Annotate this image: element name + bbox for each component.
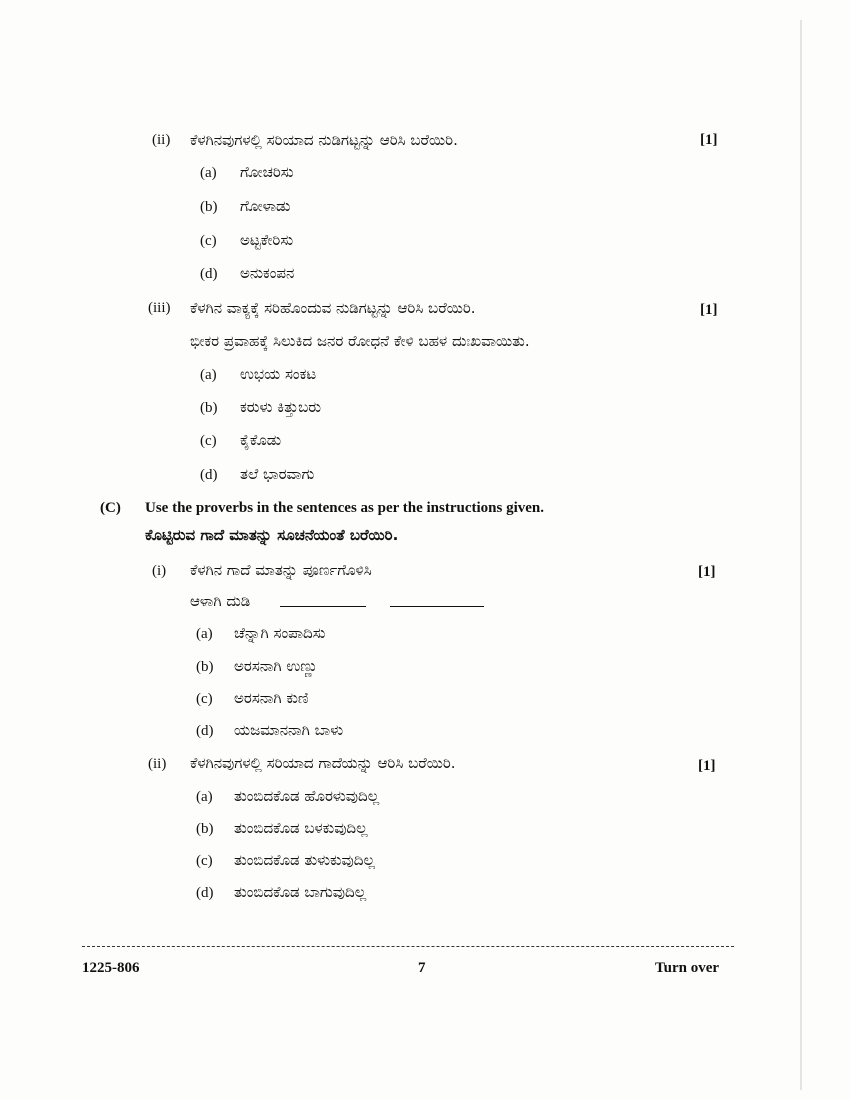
option-label: (a) xyxy=(200,165,217,181)
marks-label: [1] xyxy=(700,302,718,318)
turn-over-label: Turn over xyxy=(655,960,720,976)
option-label: (b) xyxy=(196,659,214,675)
question-prompt: ಕೆಳಗಿನ ವಾಕ್ಯಕ್ಕೆ ಸರಿಹೊಂದುವ ನುಡಿಗಟ್ಟನ್ನು ಆರಿಸಿ ಬರೆಯಿರಿ. xyxy=(190,299,476,317)
option-label: (c) xyxy=(200,433,217,449)
proverb-stem xyxy=(190,592,250,610)
marks-label: [1] xyxy=(698,758,716,774)
footer-divider xyxy=(82,946,734,947)
option-text: ತಲೆ ಭಾರವಾಗು xyxy=(240,465,315,483)
option-label: (b) xyxy=(200,400,218,416)
question-number: (ii) xyxy=(152,132,171,148)
option-label: (b) xyxy=(200,199,218,215)
marks-label: [1] xyxy=(700,132,718,148)
option-label: (a) xyxy=(200,367,217,383)
question-prompt: ಕೆಳಗಿನವುಗಳಲ್ಲಿ ಸರಿಯಾದ ಗಾದೆಯನ್ನು ಆರಿಸಿ ಬರೆಯಿರಿ. xyxy=(190,754,456,772)
marks-label: [1] xyxy=(698,564,716,580)
question-prompt: ಕೆಳಗಿನ ಗಾದೆ ಮಾತನ್ನು ಪೂರ್ಣಗೊಳಿಸಿ xyxy=(190,561,372,579)
answer-blank[interactable] xyxy=(390,592,484,612)
option-text: ತುಂಬಿದಕೊಡ ತುಳುಕುವುದಿಲ್ಲ xyxy=(234,851,375,869)
option-label: (b) xyxy=(196,821,214,837)
option-text: ಕೈಕೊಡು xyxy=(240,431,282,449)
option-text: ಗೋಳಾಡು xyxy=(240,197,291,215)
question-sentence: ಭೀಕರ ಪ್ರವಾಹಕ್ಕೆ ಸಿಲುಕಿದ ಜನರ ರೋಧನೆ ಕೇಳಿ ಬಹಳ ದುಃಖವಾಯಿತು. xyxy=(190,332,530,350)
question-number: (ii) xyxy=(148,756,167,772)
option-label: (a) xyxy=(196,626,213,642)
option-text: ಅರಸನಾಗಿ ಕುಣಿ xyxy=(234,689,309,707)
option-label: (c) xyxy=(200,233,217,249)
option-text: ಅಟ್ಟಕೇರಿಸು xyxy=(240,231,294,249)
option-label: (d) xyxy=(196,723,214,739)
question-number: (iii) xyxy=(148,300,171,316)
option-label: (d) xyxy=(196,885,214,901)
option-text: ಅರಸನಾಗಿ ಉಣ್ಣು xyxy=(234,657,318,675)
proverb-stem-text: ಆಳಾಗಿ ದುಡಿ xyxy=(190,592,251,610)
option-text: ಯಜಮಾನನಾಗಿ ಬಾಳು xyxy=(234,721,344,739)
option-text: ತುಂಬಿದಕೊಡ ಬಾಗುವುದಿಲ್ಲ xyxy=(234,883,367,901)
section-instruction-kannada: ಕೊಟ್ಟಿರುವ ಗಾದೆ ಮಾತನ್ನು ಸೂಚನೆಯಂತೆ ಬರೆಯಿರಿ. xyxy=(145,526,399,544)
page-number: 7 xyxy=(418,960,426,976)
option-label: (a) xyxy=(196,789,213,805)
option-text: ಚೆನ್ನಾಗಿ ಸಂಪಾದಿಸು xyxy=(234,624,326,642)
option-text: ತುಂಬಿದಕೊಡ ಹೊರಳುವುದಿಲ್ಲ xyxy=(234,787,380,805)
option-text: ಗೋಚರಿಸು xyxy=(240,163,294,181)
paper-code: 1225-806 xyxy=(82,960,140,976)
option-label: (c) xyxy=(196,691,213,707)
answer-blank[interactable] xyxy=(280,592,366,612)
option-label: (d) xyxy=(200,467,218,483)
question-prompt: ಕೆಳಗಿನವುಗಳಲ್ಲಿ ಸರಿಯಾದ ನುಡಿಗಟ್ಟನ್ನು ಆರಿಸಿ ಬರೆಯಿರಿ. xyxy=(190,131,458,149)
section-label: (C) xyxy=(100,500,121,516)
option-text: ಕರುಳು ಕಿತ್ತುಬರು xyxy=(240,398,322,416)
option-label: (d) xyxy=(200,266,218,282)
option-text: ಉಭಯ ಸಂಕಟ xyxy=(240,365,317,383)
option-text: ಅನುಕಂಪನ xyxy=(240,264,295,282)
option-text: ತುಂಬಿದಕೊಡ ಬಳಕುವುದಿಲ್ಲ xyxy=(234,819,368,837)
section-instruction-english: Use the proverbs in the sentences as per the instructions given. xyxy=(145,500,545,516)
page-edge-shadow xyxy=(800,20,802,1090)
option-label: (c) xyxy=(196,853,213,869)
question-number: (i) xyxy=(152,563,167,579)
